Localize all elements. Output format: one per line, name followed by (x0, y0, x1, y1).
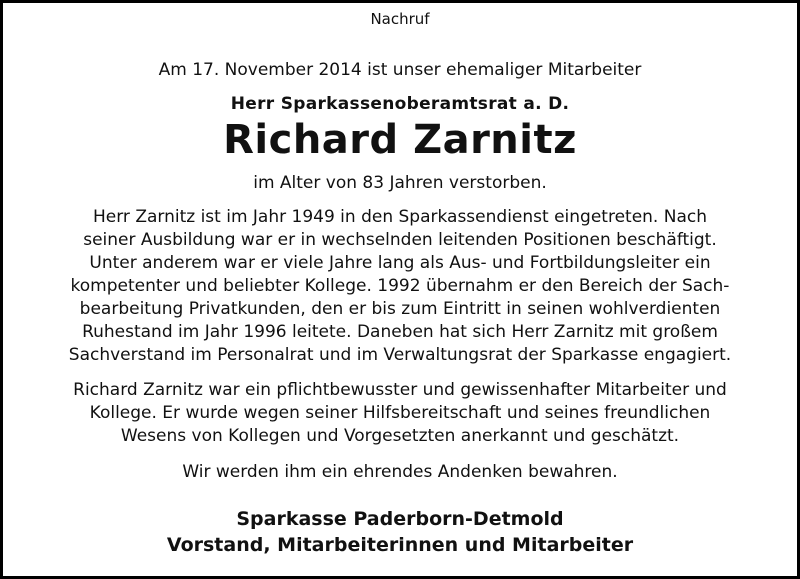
notice-heading: Nachruf (370, 10, 430, 28)
biography-line: kompetenter und beliebter Kollege. 1992 übernahm er den Bereich der Sach- (70, 276, 730, 296)
biography-line: seiner Ausbildung war er in wechselnden leitenden Positionen beschäftigt. (83, 230, 717, 250)
biography-paragraph (3, 206, 797, 367)
tribute-paragraph (3, 379, 797, 448)
biography-line: Herr Zarnitz ist im Jahr 1949 in den Sparkassendienst eingetreten. Nach (93, 207, 707, 227)
tribute-line: Kollege. Er wurde wegen seiner Hilfsbereitschaft und seines freundlichen (89, 403, 711, 423)
deceased-name: Richard Zarnitz (223, 117, 577, 163)
tribute-line: Wesens von Kollegen und Vorgesetzten anerkannt und geschätzt. (120, 426, 680, 446)
intro-text: Am 17. November 2014 ist unser ehemaliger Mitarbeiter (158, 60, 642, 80)
tribute-line: Richard Zarnitz war ein pflichtbewusster und gewissenhafter Mitarbeiter und (73, 380, 727, 400)
biography-line: Sachverstand im Personalrat und im Verwaltungsrat der Sparkasse engagiert. (68, 345, 732, 365)
closing-text: Wir werden ihm ein ehrendes Andenken bewahren. (182, 462, 618, 482)
organization-name: Sparkasse Paderborn-Detmold (236, 508, 564, 530)
age-text: im Alter von 83 Jahren verstorben. (253, 173, 547, 193)
biography-line: Ruhestand im Jahr 1996 leitete. Daneben hat sich Herr Zarnitz mit großem (82, 322, 718, 342)
biography-line: bearbeitung Privatkunden, den er bis zum Eintritt in seinen wohlverdienten (79, 299, 721, 319)
board-signature: Vorstand, Mitarbeiterinnen und Mitarbeiter (166, 534, 634, 556)
biography-line: Unter anderem war er viele Jahre lang als Aus- und Fortbildungsleiter ein (89, 253, 711, 273)
deceased-title: Herr Sparkassenoberamtsrat a. D. (230, 94, 570, 114)
